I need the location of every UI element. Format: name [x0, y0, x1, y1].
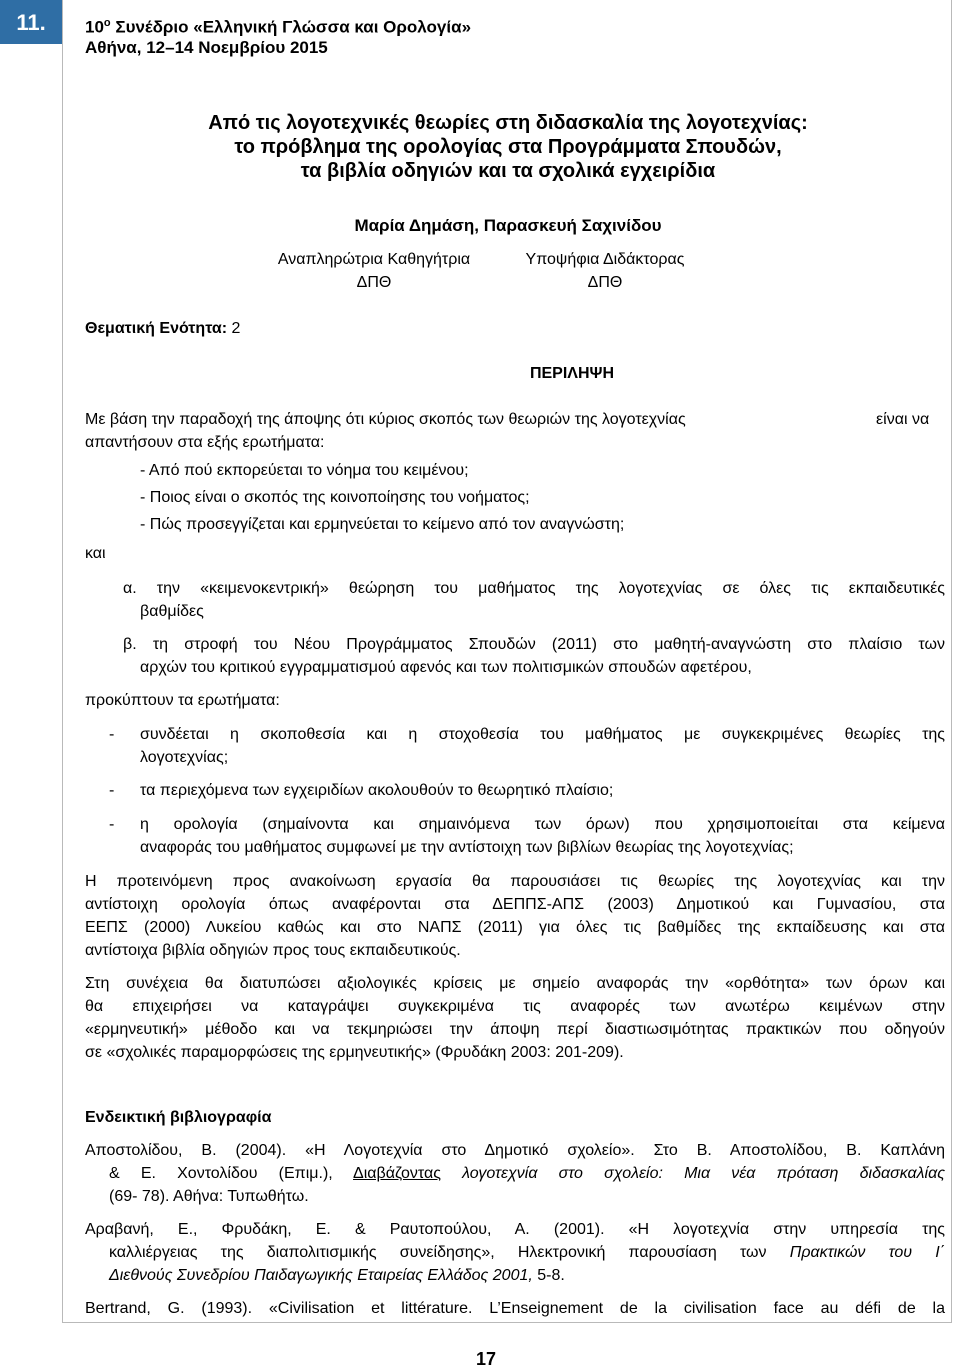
- ref3-line1: Bertrand, G. (1993). «Civilisation et littérature. L’Enseignement de la civilisation face au défi de la: [85, 1300, 945, 1317]
- author1-block: [258, 248, 490, 294]
- page-number: 17: [475, 1349, 497, 1369]
- ref2-proceedings-title-a: Πρακτικών του Ι΄: [789, 1244, 945, 1261]
- ref1-book-title: λογοτεχνία στο σχολείο: Μια νέα πρόταση διδασκαλίας: [440, 1165, 945, 1182]
- issue-3-line2: αναφοράς του μαθήματος συμφωνεί με την αντίστοιχη των βιβλίων θεωρίας της λογοτεχνίας;: [140, 839, 794, 856]
- author2-block: [505, 248, 705, 294]
- author1-affiliation: ΔΠΘ: [356, 274, 392, 291]
- issue-3-line1: η ορολογία (σημαίνοντα και σημαινόμενα των όρων) που χρησιμοποιείται στα κείμενα: [140, 816, 945, 833]
- para1-line2: αντίστοιχη ορολογία όπως αναφέρονται στα ΔΕΠΠΣ-ΑΠΣ (2003) Δημοτικού και Γυμνασίου, στα: [85, 896, 945, 913]
- question-2: - Ποιος είναι ο σκοπός της κοινοποίησης του νοήματος;: [140, 489, 530, 506]
- para2-line2: θα επιχειρήσει να καταγράψει συγκεκριμένα τις αναφορές των ανωτέρω κειμένων στην: [85, 998, 945, 1015]
- issue-1-dash: -: [109, 726, 115, 743]
- ref1-book-title-underlined: Διαβάζοντας: [353, 1165, 441, 1182]
- title-line-1: Από τις λογοτεχνικές θεωρίες στη διδασκαλία της λογοτεχνίας:: [208, 112, 808, 134]
- ref1-line3: (69- 78). Αθήνα: Τυπωθήτω.: [109, 1188, 309, 1205]
- question-1: - Από πού εκπορεύεται το νόημα του κειμένου;: [140, 462, 469, 479]
- issue-2: τα περιεχόμενα των εγχειριδίων ακολουθούν το θεωρητικό πλαίσιο;: [140, 782, 614, 799]
- title-line-2: το πρόβλημα της ορολογίας στα Προγράμματα Σπουδών,: [234, 136, 782, 158]
- title-line-3: τα βιβλία οδηγιών και τα σχολικά εγχειρίδια: [300, 160, 716, 182]
- ref1-line2: & Ε. Χοντολίδου (Επιμ.), Διαβάζοντας λογοτεχνία στο σχολείο: Μια νέα πρόταση διδασκαλίας: [109, 1165, 945, 1182]
- item-b-line1: β. τη στροφή του Νέου Προγράμματος Σπουδών (2011) στο μαθητή-αναγνώστη στο πλαίσιο των: [123, 636, 945, 653]
- para1-line1: Η προτεινόμενη προς ανακοίνωση εργασία θα παρουσιάσει τις θεωρίες της λογοτεχνίας και την: [85, 873, 945, 890]
- ref2-proceedings-title-b: Διεθνούς Συνεδρίου Παιδαγωγικής Εταιρείας Ελλάδος 2001,: [109, 1267, 533, 1284]
- author2-role: Υποψήφια Διδάκτορας: [525, 251, 685, 268]
- conference-ordinal: ο: [103, 17, 111, 29]
- author1-role: Αναπληρώτρια Καθηγήτρια: [277, 251, 471, 268]
- section-number: 11.: [16, 9, 46, 35]
- issue-1-line2: λογοτεχνίας;: [140, 749, 229, 766]
- ref2-line2: καλλιέργειας της διαπολιτισμικής συνείδησης», Ηλεκτρονική παρουσίαση των Πρακτικών του Ι΄: [109, 1244, 945, 1261]
- item-a-line2: βαθμίδες: [140, 603, 204, 620]
- item-a-line1: α. την «κειμενοκεντρική» θεώρηση του μαθήματος της λογοτεχνίας σε όλες τις εκπαιδευτικές: [123, 580, 945, 597]
- para2-line3: «ερμηνευτική» μέθοδο και να τεκμηριώσει την άποψη περί διαστιωσιμότητας πρακτικών που οδηγούν: [85, 1021, 945, 1038]
- section-number-badge: [0, 0, 62, 44]
- thematic-unit-value: 2: [227, 320, 241, 337]
- questions-arise: προκύπτουν τα ερωτήματα:: [85, 692, 280, 709]
- para2-line1: Στη συνέχεια θα διατυπώσει αξιολογικές κρίσεις με σημείο αναφοράς την «ορθότητα» των όρων και: [85, 975, 945, 992]
- paper-title: [62, 111, 954, 183]
- issue-2-dash: -: [109, 782, 115, 799]
- question-3: - Πώς προσεγγίζεται και ερμηνεύεται το κείμενο από τον αναγνώστη;: [140, 516, 625, 533]
- para2-line4: σε «σχολικές παραμορφώσεις της ερμηνευτικής» (Φρυδάκη 2003: 201-209).: [85, 1044, 624, 1061]
- ref1-line1: Αποστολίδου, Β. (2004). «Η Λογοτεχνία στο Δημοτικό σχολείο». Στο Β. Αποστολίδου, Β. Καπλάνη: [85, 1142, 945, 1159]
- abstract-heading: ΠΕΡΙΛΗΨΗ: [529, 365, 615, 382]
- conjunction-kai: και: [85, 545, 106, 562]
- author2-affiliation: ΔΠΘ: [587, 274, 623, 291]
- para1-line4: αντίστοιχα βιβλία οδηγιών προς τους εκπαιδευτικούς.: [85, 942, 461, 959]
- abstract-intro-line1b: είναι να: [876, 411, 930, 428]
- issue-3-dash: -: [109, 816, 115, 833]
- issue-1-line1: συνδέεται η σκοποθεσία και η στοχοθεσία του μαθήματος με συγκεκριμένες θεωρίες της: [140, 726, 945, 743]
- para1-line3: ΕΕΠΣ (2000) Λυκείου καθώς και στο ΝΑΠΣ (2011) για όλες τις βαθμίδες της εκπαίδευσης και στα: [85, 919, 945, 936]
- abstract-intro-line2: απαντήσουν στα εξής ερωτήματα:: [85, 434, 325, 451]
- abstract-intro-line1a: Με βάση την παραδοχή της άποψης ότι κύριος σκοπός των θεωριών της λογοτεχνίας: [85, 411, 686, 428]
- thematic-unit: [85, 317, 240, 340]
- ref2-line1: Αραβανή, Ε., Φρυδάκη, Ε. & Ραυτοπούλου, Α. (2001). «Η λογοτεχνία στην υπηρεσία της: [85, 1221, 945, 1238]
- item-b-line2: αρχών του κριτικού εγγραμματισμού αφενός και των πολιτισμικών σπουδών αφετέρου,: [140, 659, 752, 676]
- author-names: Μαρία Δημάση, Παρασκευή Σαχινίδου: [354, 216, 662, 235]
- ref2-line3: Διεθνούς Συνεδρίου Παιδαγωγικής Εταιρείας Ελλάδος 2001, 5-8.: [109, 1267, 565, 1284]
- bibliography-heading: Ενδεικτική βιβλιογραφία: [85, 1109, 272, 1126]
- thematic-unit-label: Θεματική Ενότητα:: [85, 320, 228, 337]
- conference-title: $10^o$ Συνέδριο «Ελληνική Γλώσσα και Ορολογία»: [85, 17, 472, 37]
- conference-location-date: Αθήνα, 12–14 Νοεμβρίου 2015: [85, 38, 328, 57]
